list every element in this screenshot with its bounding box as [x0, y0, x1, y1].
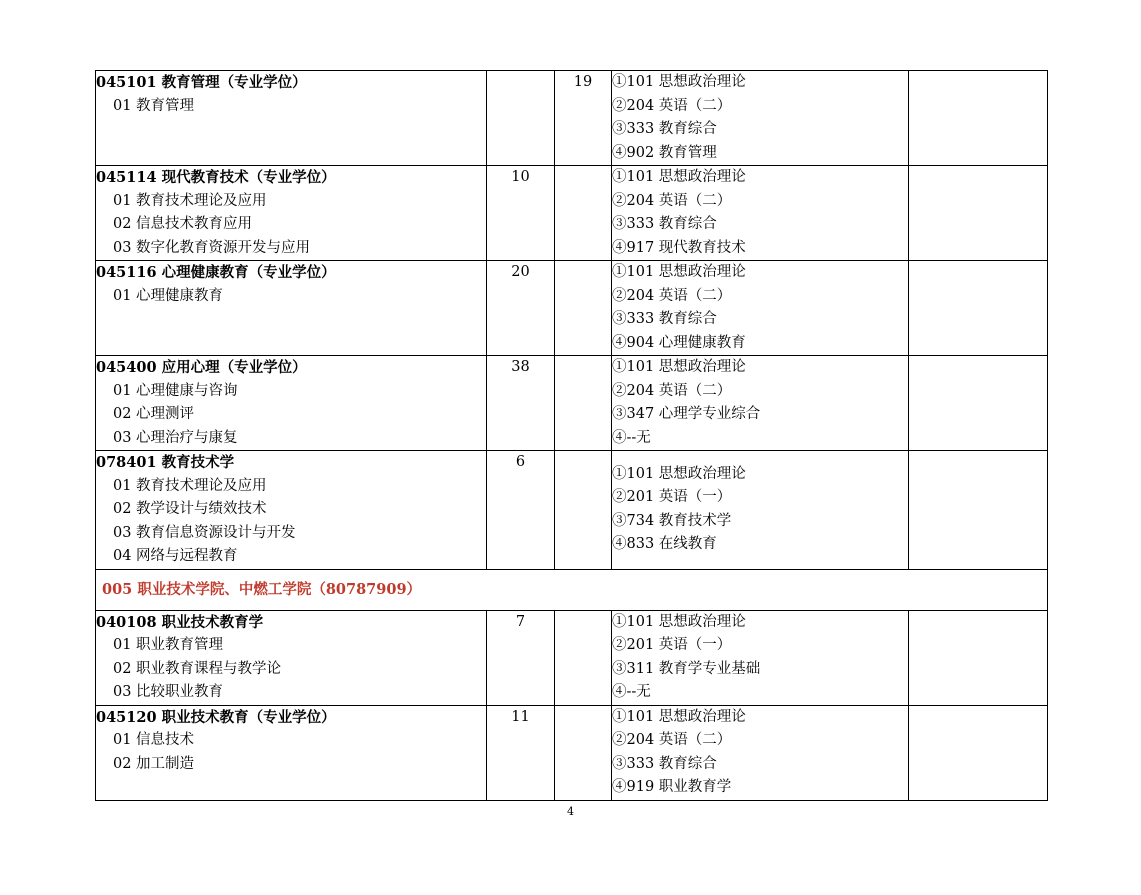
- exam-subject: ②204 英语（二）: [612, 382, 732, 399]
- exam-subject: ①101 思想政治理论: [612, 169, 746, 185]
- exam-subject: ④--无: [612, 684, 651, 700]
- major-title: 045400 应用心理（专业学位）: [96, 359, 307, 376]
- exam-subject: ③333 教育综合: [612, 755, 717, 772]
- exam-subject: ②204 英语（二）: [612, 732, 732, 748]
- direction-item: 04 网络与远程教育: [113, 548, 238, 564]
- page-number: 4: [567, 805, 574, 818]
- note-cell: [909, 166, 1048, 261]
- table-row: [96, 71, 1048, 166]
- quota-cell-2: 19: [555, 71, 612, 166]
- quota-cell-2: [555, 610, 612, 705]
- major-title: 045120 职业技术教育（专业学位）: [96, 708, 336, 726]
- major-title: 045114 现代教育技术（专业学位）: [96, 169, 336, 186]
- direction-item: 01 信息技术: [113, 732, 195, 748]
- major-cell: [96, 261, 487, 356]
- exam-subject: ③333 教育综合: [612, 311, 717, 327]
- direction-item: 01 职业教育管理: [113, 637, 224, 653]
- section-header-row: [96, 569, 1048, 610]
- exam-subject: ④--无: [612, 429, 651, 446]
- table-row: [96, 356, 1048, 451]
- note-cell: [909, 261, 1048, 356]
- exam-subject: ①101 思想政治理论: [612, 465, 746, 482]
- table-row: [96, 705, 1048, 800]
- direction-item: 01 教育管理: [113, 97, 195, 114]
- major-cell: [96, 705, 487, 800]
- exam-subject: ①101 思想政治理论: [612, 613, 746, 630]
- exam-subject: ②204 英语（二）: [612, 192, 732, 209]
- exam-cell: [612, 610, 909, 705]
- note-cell: [909, 705, 1048, 800]
- direction-item: 01 教育技术理论及应用: [113, 192, 267, 209]
- exam-subject: ②201 英语（一）: [612, 637, 732, 653]
- exam-subject: ③333 教育综合: [612, 121, 717, 137]
- admissions-table: [95, 70, 1048, 801]
- direction-item: 02 信息技术教育应用: [113, 216, 253, 232]
- quota-cell-2: [555, 356, 612, 451]
- direction-item: 02 教学设计与绩效技术: [113, 501, 267, 517]
- quota-cell-2: [555, 451, 612, 570]
- quota-cell: 38: [487, 356, 555, 451]
- direction-item: 01 心理健康与咨询: [113, 382, 238, 399]
- note-cell: [909, 451, 1048, 570]
- table-row: [96, 610, 1048, 705]
- quota-cell: 7: [487, 610, 555, 705]
- exam-subject: ③311 教育学专业基础: [612, 660, 761, 677]
- exam-cell: [612, 356, 909, 451]
- table-row: [96, 166, 1048, 261]
- exam-subject: ③333 教育综合: [612, 216, 717, 232]
- major-title: 045116 心理健康教育（专业学位）: [96, 264, 336, 281]
- exam-subject: ①101 思想政治理论: [612, 708, 746, 725]
- direction-item: 01 教育技术理论及应用: [113, 477, 267, 494]
- exam-subject: ④902 教育管理: [612, 144, 717, 161]
- exam-subject: ②204 英语（二）: [612, 97, 732, 114]
- quota-cell-2: [555, 705, 612, 800]
- exam-subject: ④833 在线教育: [612, 536, 717, 553]
- direction-item: 02 心理测评: [113, 406, 195, 422]
- exam-subject: ①101 思想政治理论: [612, 264, 746, 280]
- direction-item: 03 数字化教育资源开发与应用: [113, 239, 311, 256]
- exam-cell: [612, 261, 909, 356]
- quota-cell: 10: [487, 166, 555, 261]
- quota-cell: 20: [487, 261, 555, 356]
- direction-item: 01 心理健康教育: [113, 287, 224, 304]
- quota-cell: [487, 71, 555, 166]
- note-cell: [909, 71, 1048, 166]
- direction-item: 03 教育信息资源设计与开发: [113, 524, 296, 541]
- exam-subject: ④917 现代教育技术: [612, 239, 746, 256]
- exam-subject: ①101 思想政治理论: [612, 359, 746, 375]
- exam-cell: [612, 451, 909, 570]
- direction-item: 02 职业教育课程与教学论: [113, 660, 282, 677]
- exam-subject: ②201 英语（一）: [612, 489, 732, 506]
- major-cell: [96, 71, 487, 166]
- major-cell: [96, 166, 487, 261]
- exam-subject: ④919 职业教育学: [612, 779, 732, 795]
- direction-item: 03 心理治疗与康复: [113, 429, 238, 446]
- major-title: 040108 职业技术教育学: [96, 613, 264, 631]
- exam-subject: ①101 思想政治理论: [612, 74, 746, 90]
- exam-subject: ②204 英语（二）: [612, 287, 732, 304]
- quota-cell: 6: [487, 451, 555, 570]
- major-title: 045101 教育管理（专业学位）: [96, 74, 307, 91]
- exam-subject: ③734 教育技术学: [612, 512, 732, 529]
- major-title: 078401 教育技术学: [96, 454, 235, 471]
- quota-cell: 11: [487, 705, 555, 800]
- exam-subject: ④904 心理健康教育: [612, 334, 746, 351]
- major-cell: [96, 451, 487, 570]
- direction-item: 02 加工制造: [113, 755, 195, 772]
- exam-cell: [612, 71, 909, 166]
- note-cell: [909, 356, 1048, 451]
- direction-item: 03 比较职业教育: [113, 684, 224, 700]
- section-title: 005 职业技术学院、中燃工学院（80787909）: [96, 569, 1048, 610]
- note-cell: [909, 610, 1048, 705]
- table-row: [96, 451, 1048, 570]
- table-row: [96, 261, 1048, 356]
- exam-subject: ③347 心理学专业综合: [612, 406, 761, 422]
- exam-cell: [612, 705, 909, 800]
- quota-cell-2: [555, 261, 612, 356]
- quota-cell-2: [555, 166, 612, 261]
- major-cell: [96, 356, 487, 451]
- exam-cell: [612, 166, 909, 261]
- major-cell: [96, 610, 487, 705]
